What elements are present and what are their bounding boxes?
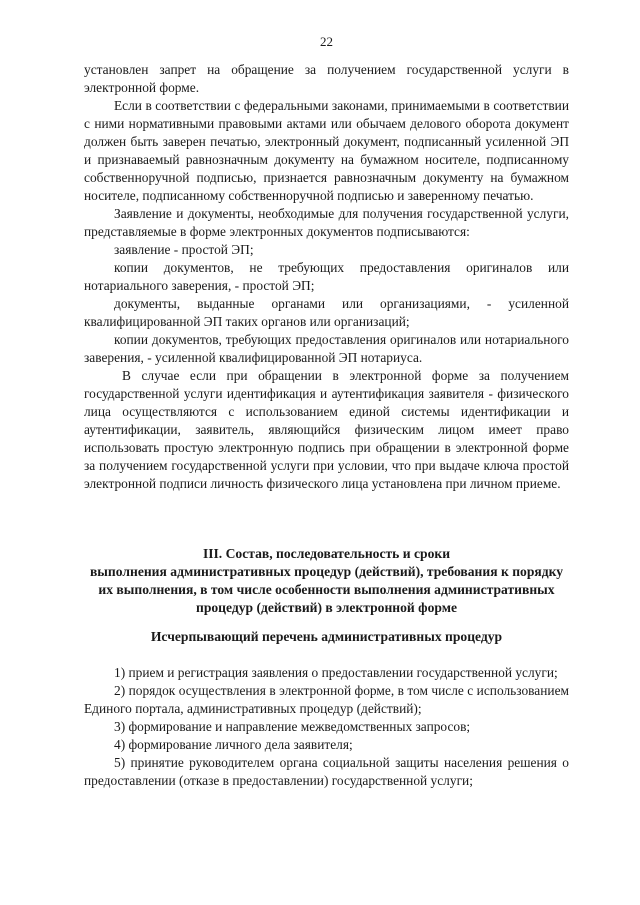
list-item: 3) формирование и направление межведомственных запросов; [114,719,471,734]
section-heading [84,545,569,617]
procedure-list [84,664,569,790]
section-heading-line: выполнения административных процедур (действий), требования к порядку их выполнения, в том числе особенности выполнения административных процедур (действий) в электронной форме [89,564,564,615]
paragraph: Заявление и документы, необходимые для получения государственной услуги, представляемые в форме электронных документов подписываются: [84,206,569,239]
list-item: 4) формирование личного дела заявителя; [114,737,353,752]
list-item: 1) прием и регистрация заявления о предоставлении государственной услуги; [114,665,558,680]
paragraph: В случае если при обращении в электронной форме за получением государственной услуги идентификация и аутентификация заявителя - физического лица осуществляются с использованием единой системы идентификации и аутентификации, заявитель, являющийся физическим лицом имеет право использовать простую электронную подпись при обращении в электронной форме за получением государственной услуги при условии, что при выдаче ключа простой электронной подписи личность физического лица установлена при личном приеме. [84,368,569,491]
paragraph: заявление - простой ЭП; [114,242,254,257]
list-item: 5) принятие руководителем органа социальной защиты населения решения о предоставлении (отказе в предоставлении) государственной услуги; [84,755,569,788]
section-heading-line: III. Состав, последовательность и сроки [202,546,451,561]
page-number: 22 [320,34,333,49]
list-item: 2) порядок осуществления в электронной форме, в том числе с использованием Единого портала, административных процедур (действий); [84,683,569,716]
paragraph: копии документов, не требующих предоставления оригиналов или нотариального заверения, - простой ЭП; [84,260,569,293]
paragraph: Если в соответствии с федеральными законами, принимаемыми в соответствии с ними нормативными правовыми актами или обычаем делового оборота документ должен быть заверен печатью, электронный документ, подписанный усиленной ЭП и признаваемый равнозначным документу на бумажном носителе, подписанному собственноручной подписью, признается равнозначным документу на бумажном носителе, подписанному собственноручной подписью и заверенному печатью. [84,98,569,203]
paragraph: копии документов, требующих предоставления оригиналов или нотариального заверения, - усиленной квалифицированной ЭП нотариуса. [84,332,569,365]
section-subtitle: Исчерпывающий перечень административных процедур [150,629,503,644]
body-text [84,61,569,493]
paragraph: документы, выданные органами или организациями, - усиленной квалифицированной ЭП таких органов или организаций; [84,296,569,329]
paragraph: установлен запрет на обращение за получением государственной услуги в электронной форме. [84,62,569,95]
